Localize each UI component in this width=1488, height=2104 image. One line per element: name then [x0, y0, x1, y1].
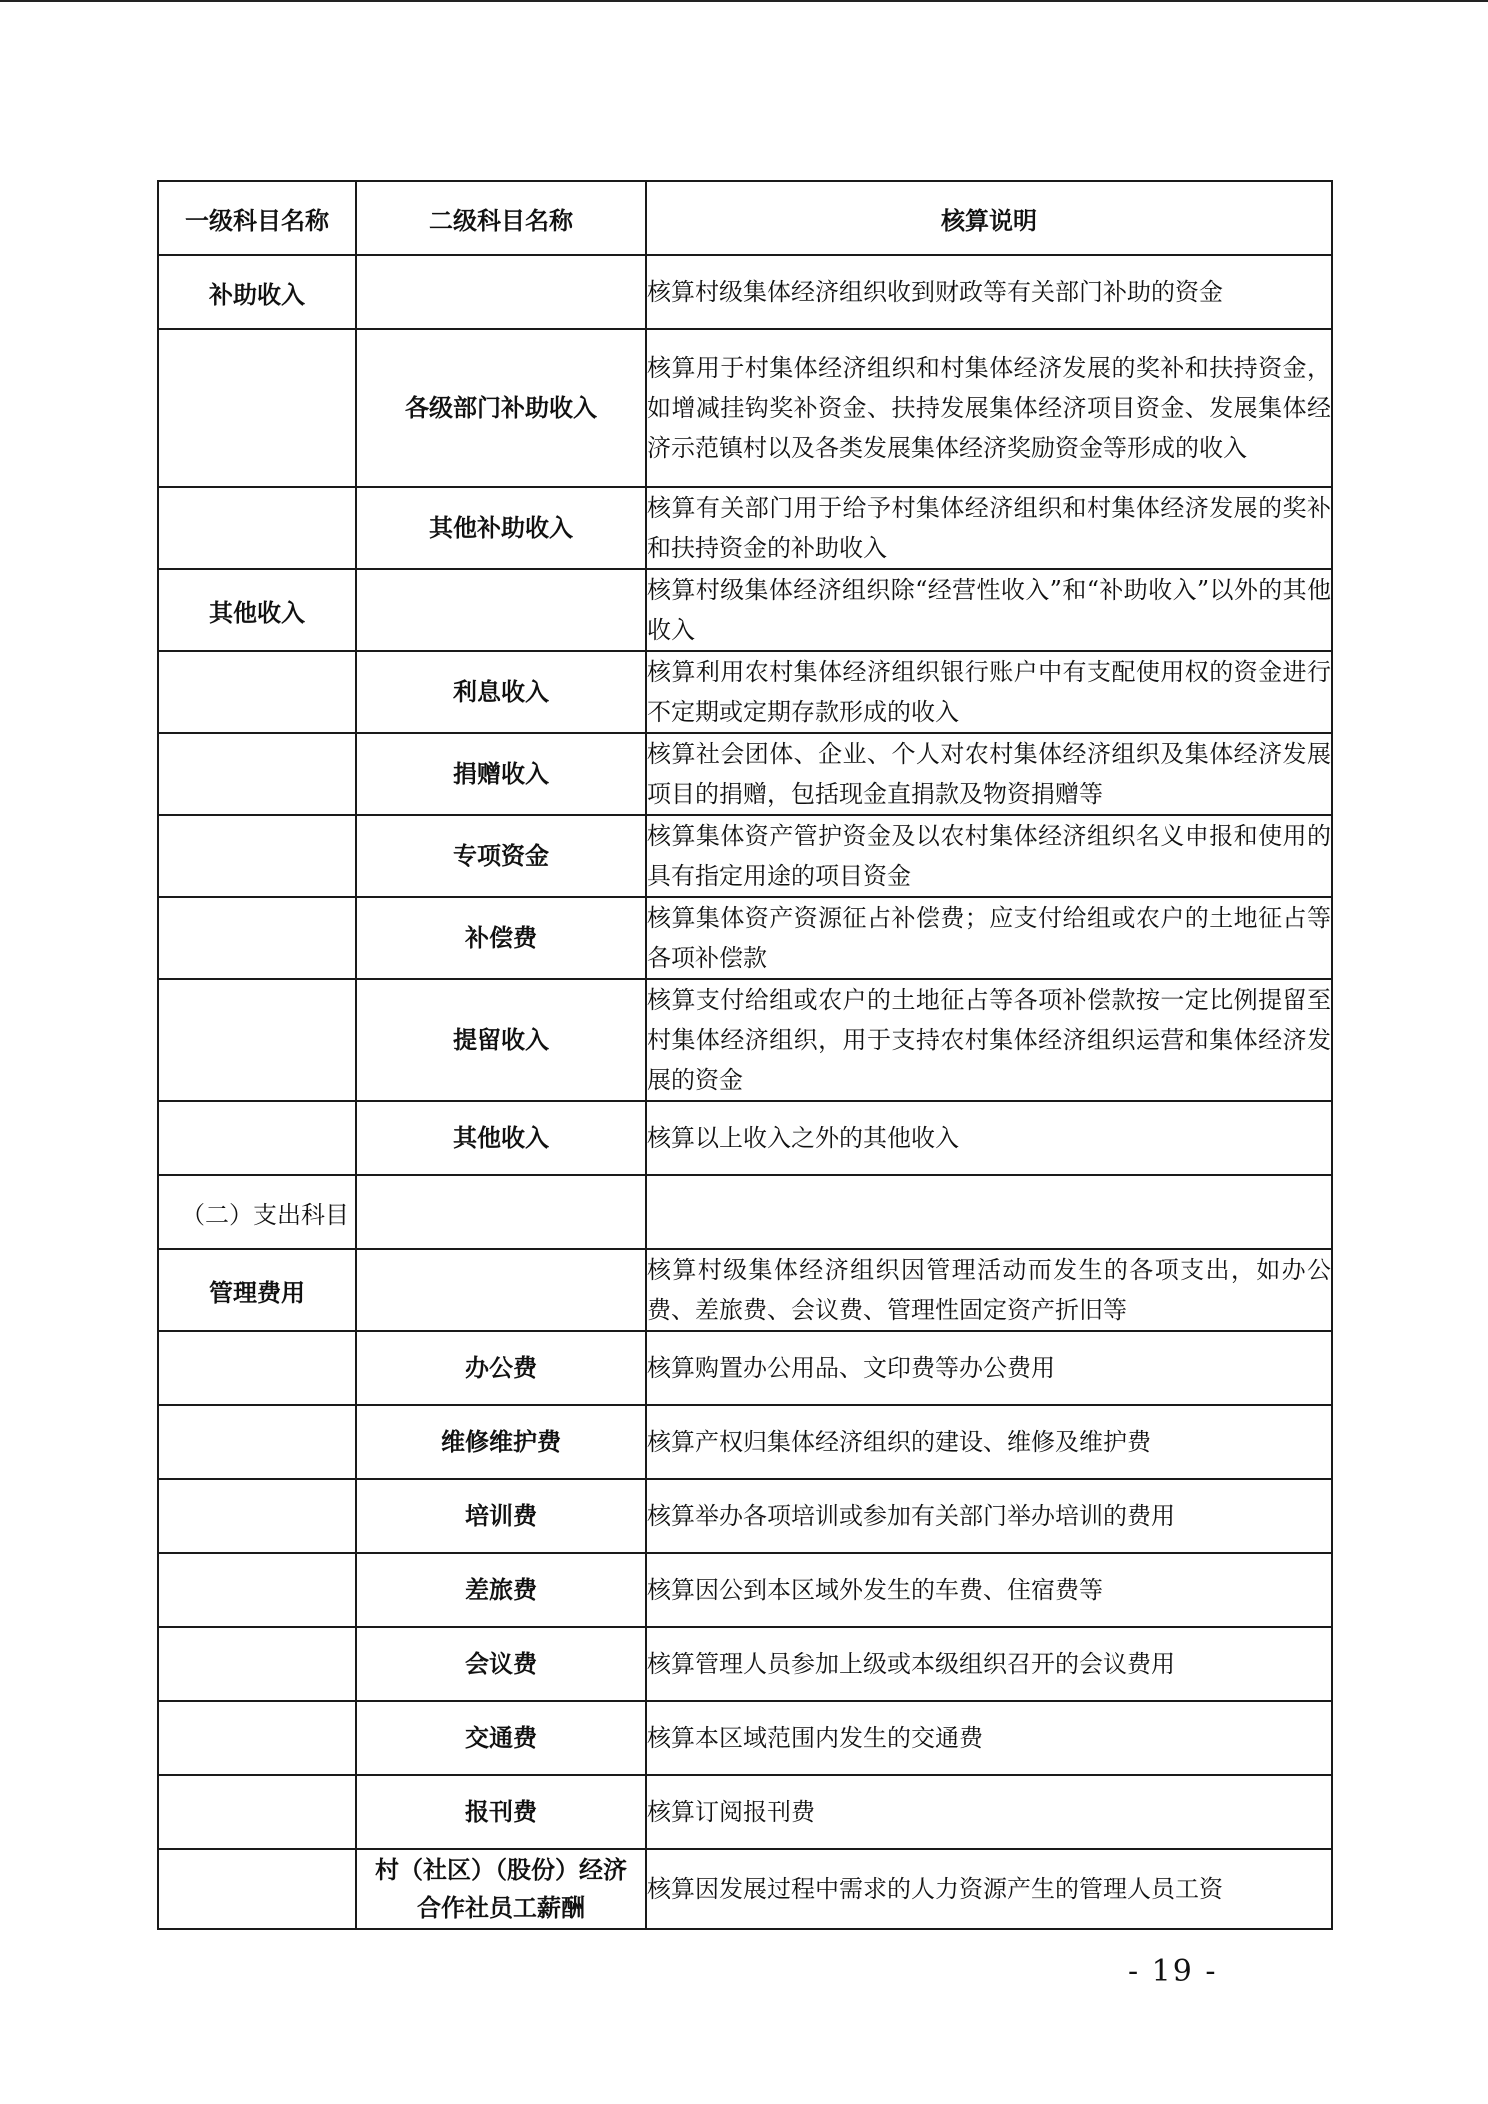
level2-subject-cell: 培训费 [356, 1479, 646, 1553]
table-row [158, 1479, 1332, 1553]
level2-subject-cell: 会议费 [356, 1627, 646, 1701]
table-row [158, 1405, 1332, 1479]
level1-subject-cell [158, 487, 356, 569]
level1-subject-cell [158, 815, 356, 897]
level1-subject-cell [158, 1405, 356, 1479]
accounting-description-cell: 核算有关部门用于给予村集体经济组织和村集体经济发展的奖补和扶持资金的补助收入 [646, 487, 1332, 569]
level1-subject-cell [158, 1849, 356, 1929]
accounting-subjects-table [157, 180, 1333, 1930]
accounting-description-cell [646, 1175, 1332, 1249]
level2-subject-cell: 维修维护费 [356, 1405, 646, 1479]
level1-subject-cell [158, 1101, 356, 1175]
level2-subject-cell: 交通费 [356, 1701, 646, 1775]
accounting-description-cell: 核算用于村集体经济组织和村集体经济发展的奖补和扶持资金，如增减挂钩奖补资金、扶持发展集体经济项目资金、发展集体经济示范镇村以及各类发展集体经济奖励资金等形成的收入 [646, 329, 1332, 487]
accounting-description-cell: 核算本区域范围内发生的交通费 [646, 1701, 1332, 1775]
table-row [158, 1627, 1332, 1701]
level1-subject-cell [158, 897, 356, 979]
table-row [158, 979, 1332, 1101]
table-row [158, 1849, 1332, 1929]
level2-subject-cell: 利息收入 [356, 651, 646, 733]
table-row [158, 1331, 1332, 1405]
table-row [158, 815, 1332, 897]
level2-subject-cell [356, 1175, 646, 1249]
table-row [158, 733, 1332, 815]
level1-subject-cell: 补助收入 [158, 255, 356, 329]
accounting-description-cell: 核算社会团体、企业、个人对农村集体经济组织及集体经济发展项目的捐赠，包括现金直捐款及物资捐赠等 [646, 733, 1332, 815]
accounting-description-cell: 核算购置办公用品、文印费等办公费用 [646, 1331, 1332, 1405]
accounting-description-cell: 核算订阅报刊费 [646, 1775, 1332, 1849]
accounting-description-cell: 核算产权归集体经济组织的建设、维修及维护费 [646, 1405, 1332, 1479]
accounting-description-cell: 核算支付给组或农户的土地征占等各项补偿款按一定比例提留至村集体经济组织，用于支持农村集体经济组织运营和集体经济发展的资金 [646, 979, 1332, 1101]
level1-subject-cell [158, 1479, 356, 1553]
level2-subject-cell: 其他收入 [356, 1101, 646, 1175]
section-heading-cell: （二）支出科目 [158, 1175, 356, 1249]
accounting-description-cell: 核算集体资产管护资金及以农村集体经济组织名义申报和使用的具有指定用途的项目资金 [646, 815, 1332, 897]
level2-subject-cell: 提留收入 [356, 979, 646, 1101]
level1-subject-cell [158, 979, 356, 1101]
page-number: - 19 - [1128, 1954, 1218, 1989]
table-row [158, 487, 1332, 569]
level2-subject-cell: 其他补助收入 [356, 487, 646, 569]
table-row [158, 897, 1332, 979]
level2-subject-cell: 补偿费 [356, 897, 646, 979]
accounting-description-cell: 核算因公到本区域外发生的车费、住宿费等 [646, 1553, 1332, 1627]
table-row [158, 1553, 1332, 1627]
table-row [158, 569, 1332, 651]
header-level1-subject: 一级科目名称 [158, 181, 356, 255]
table-row [158, 255, 1332, 329]
accounting-description-cell: 核算因发展过程中需求的人力资源产生的管理人员工资 [646, 1849, 1332, 1929]
accounting-description-cell: 核算管理人员参加上级或本级组织召开的会议费用 [646, 1627, 1332, 1701]
level2-subject-cell [356, 1249, 646, 1331]
level1-subject-cell [158, 1701, 356, 1775]
level2-subject-cell: 专项资金 [356, 815, 646, 897]
level1-subject-cell [158, 1331, 356, 1405]
level1-subject-cell [158, 1775, 356, 1849]
level2-subject-cell [356, 569, 646, 651]
table-row [158, 1175, 1332, 1249]
accounting-description-cell: 核算利用农村集体经济组织银行账户中有支配使用权的资金进行不定期或定期存款形成的收入 [646, 651, 1332, 733]
top-border-line [0, 0, 1488, 2]
table-row [158, 1249, 1332, 1331]
accounting-description-cell: 核算以上收入之外的其他收入 [646, 1101, 1332, 1175]
header-level2-subject: 二级科目名称 [356, 181, 646, 255]
level1-subject-cell [158, 329, 356, 487]
table-row [158, 651, 1332, 733]
accounting-description-cell: 核算村级集体经济组织收到财政等有关部门补助的资金 [646, 255, 1332, 329]
level1-subject-cell [158, 1553, 356, 1627]
accounting-description-cell: 核算村级集体经济组织因管理活动而发生的各项支出，如办公费、差旅费、会议费、管理性固定资产折旧等 [646, 1249, 1332, 1331]
level1-subject-cell [158, 651, 356, 733]
level2-subject-cell: 差旅费 [356, 1553, 646, 1627]
level2-subject-cell: 捐赠收入 [356, 733, 646, 815]
table-row [158, 1101, 1332, 1175]
level2-subject-cell: 各级部门补助收入 [356, 329, 646, 487]
header-accounting-description: 核算说明 [646, 181, 1332, 255]
table-row [158, 1775, 1332, 1849]
level2-subject-cell: 办公费 [356, 1331, 646, 1405]
level2-subject-cell [356, 255, 646, 329]
accounting-description-cell: 核算举办各项培训或参加有关部门举办培训的费用 [646, 1479, 1332, 1553]
level1-subject-cell [158, 1627, 356, 1701]
accounting-description-cell: 核算村级集体经济组织除“经营性收入”和“补助收入”以外的其他收入 [646, 569, 1332, 651]
level1-subject-cell: 管理费用 [158, 1249, 356, 1331]
level1-subject-cell: 其他收入 [158, 569, 356, 651]
level1-subject-cell [158, 733, 356, 815]
level2-subject-cell: 报刊费 [356, 1775, 646, 1849]
table-row [158, 1701, 1332, 1775]
level2-subject-cell: 村（社区）（股份）经济合作社员工薪酬 [356, 1849, 646, 1929]
accounting-description-cell: 核算集体资产资源征占补偿费；应支付给组或农户的土地征占等各项补偿款 [646, 897, 1332, 979]
table-row [158, 329, 1332, 487]
table-header-row [158, 181, 1332, 255]
